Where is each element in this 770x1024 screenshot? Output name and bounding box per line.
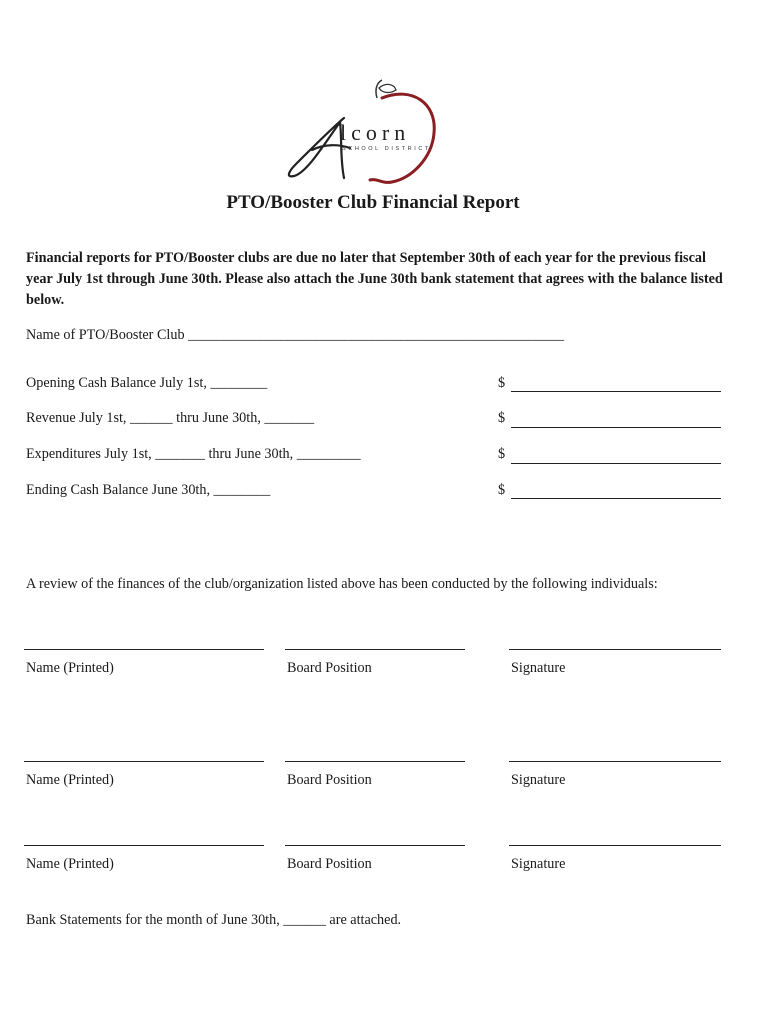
opening-balance-label[interactable]: Opening Cash Balance July 1st, ________: [26, 375, 268, 391]
signature-label: Signature: [511, 856, 566, 872]
name-printed-label: Name (Printed): [26, 772, 114, 788]
signature-field[interactable]: [509, 761, 721, 762]
currency-symbol: $: [498, 410, 506, 426]
name-printed-label: Name (Printed): [26, 856, 114, 872]
board-position-label: Board Position: [287, 660, 372, 676]
name-printed-field[interactable]: [24, 649, 264, 650]
signature-label: Signature: [511, 660, 566, 676]
currency-symbol: $: [498, 375, 506, 391]
logo-wordmark: lcorn: [340, 120, 411, 145]
currency-symbol: $: [498, 446, 506, 462]
name-printed-label: Name (Printed): [26, 660, 114, 676]
expenditures-label[interactable]: Expenditures July 1st, _______ thru June 30th, _________: [26, 446, 361, 462]
signature-label: Signature: [511, 772, 566, 788]
board-position-field[interactable]: [285, 761, 465, 762]
page-title: PTO/Booster Club Financial Report: [226, 192, 520, 213]
logo-subtitle: SCHOOL DISTRICT: [342, 146, 431, 152]
name-printed-field[interactable]: [24, 845, 264, 846]
board-position-field[interactable]: [285, 845, 465, 846]
board-position-field[interactable]: [285, 649, 465, 650]
revenue-amount-field[interactable]: [511, 427, 721, 428]
club-name-field[interactable]: Name of PTO/Booster Club _____________________________________________________: [26, 327, 565, 343]
currency-symbol: $: [498, 482, 506, 498]
expenditures-amount-field[interactable]: [511, 463, 721, 464]
opening-balance-amount-field[interactable]: [511, 391, 721, 392]
ending-balance-label[interactable]: Ending Cash Balance June 30th, ________: [26, 482, 271, 498]
ending-balance-amount-field[interactable]: [511, 498, 721, 499]
board-position-label: Board Position: [287, 772, 372, 788]
name-printed-field[interactable]: [24, 761, 264, 762]
intro-paragraph: Financial reports for PTO/Booster clubs are due no later that September 30th of each year for the previous fiscal year July 1st through June 30th. Please also attach the June 30th bank statement that agrees with the balance listed below.: [26, 250, 723, 308]
board-position-label: Board Position: [287, 856, 372, 872]
review-statement: A review of the finances of the club/organization listed above has been conducted by the following individuals:: [26, 576, 658, 592]
bank-statement-note[interactable]: Bank Statements for the month of June 30th, ______ are attached.: [26, 912, 402, 928]
signature-field[interactable]: [509, 845, 721, 846]
revenue-label[interactable]: Revenue July 1st, ______ thru June 30th, _______: [26, 410, 315, 426]
signature-field[interactable]: [509, 649, 721, 650]
